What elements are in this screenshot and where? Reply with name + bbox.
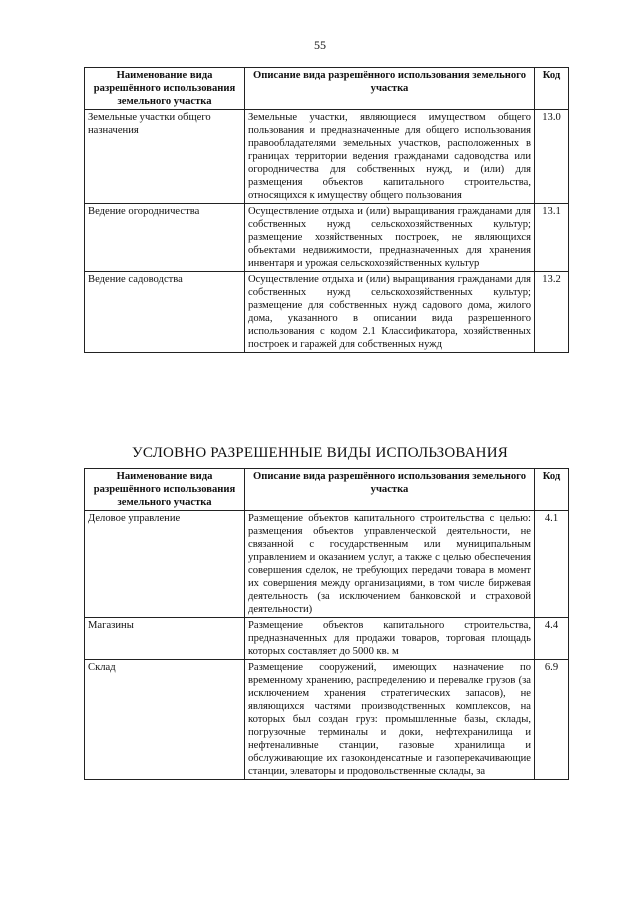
row-name: Ведение огородничества (85, 204, 245, 272)
table-row (85, 110, 569, 204)
permitted-uses-table (84, 67, 569, 353)
header-code: Код (535, 68, 569, 110)
section-title: УСЛОВНО РАЗРЕШЕННЫЕ ВИДЫ ИСПОЛЬЗОВАНИЯ (132, 445, 508, 461)
row-code: 6.9 (535, 660, 569, 780)
row-code: 4.1 (535, 511, 569, 618)
conditional-uses-table (84, 468, 569, 780)
row-description: Земельные участки, являющиеся имуществом общего пользования и предназначенные для общего использования правообладателями земельных участков, расположенных в границах территории ведения гражданами садоводства или огородничества для собственных нужд, и (или) для размещения объектов капитального строительства, относящихся к имуществу общего пользования (245, 110, 535, 204)
row-description: Осуществление отдыха и (или) выращивания гражданами для собственных нужд сельскохозяйственных культур; размещение хозяйственных построек, не являющихся объектами недвижимости, предназначенных для хранения инвентаря и урожая сельскохозяйственных культур (245, 204, 535, 272)
row-name: Магазины (85, 618, 245, 660)
header-name: Наименование вида разрешённого использования земельного участка (85, 469, 245, 511)
page-number: 55 (314, 38, 326, 52)
header-description: Описание вида разрешённого использования земельного участка (245, 469, 535, 511)
row-code: 13.0 (535, 110, 569, 204)
header-code: Код (535, 469, 569, 511)
table-header-row (85, 469, 569, 511)
row-description: Осуществление отдыха и (или) выращивания гражданами для собственных нужд сельскохозяйственных культур; размещение для собственных нужд садового дома, жилого дома, указанного в описании вида разрешенного использования с кодом 2.1 Классификатора, хозяйственных построек и гаражей для собственных нужд (245, 272, 535, 353)
row-name: Склад (85, 660, 245, 780)
header-name: Наименование вида разрешённого использования земельного участка (85, 68, 245, 110)
row-description: Размещение объектов капитального строительства с целью: размещения объектов управленческой деятельности, не связанной с государственным или муниципальным управлением и оказанием услуг, а также с целью обеспечения совершения сделок, не требующих передачи товара в момент их совершения между организациями, в том числе биржевая деятельность (за исключением банковской и страховой деятельности) (245, 511, 535, 618)
row-code: 4.4 (535, 618, 569, 660)
table-row (85, 204, 569, 272)
table-row (85, 272, 569, 353)
table-header-row (85, 68, 569, 110)
header-description: Описание вида разрешённого использования земельного участка (245, 68, 535, 110)
row-description: Размещение объектов капитального строительства, предназначенных для продажи товаров, торговая площадь которых составляет до 5000 кв. м (245, 618, 535, 660)
row-name: Земельные участки общего назначения (85, 110, 245, 204)
row-code: 13.1 (535, 204, 569, 272)
table-row (85, 660, 569, 780)
row-description: Размещение сооружений, имеющих назначение по временному хранению, распределению и перевалке грузов (за исключением хранения стратегических запасов), не являющихся частями производственных комплексов, на которых был создан груз: промышленные базы, склады, погрузочные терминалы и доки, нефтехранилища и нефтеналивные станции, газовые хранилища и обслуживающие их газоконденсатные и газоперекачивающие станции, элеваторы и продовольственные склады, за (245, 660, 535, 780)
table-row (85, 511, 569, 618)
row-code: 13.2 (535, 272, 569, 353)
row-name: Деловое управление (85, 511, 245, 618)
row-name: Ведение садоводства (85, 272, 245, 353)
table-row (85, 618, 569, 660)
